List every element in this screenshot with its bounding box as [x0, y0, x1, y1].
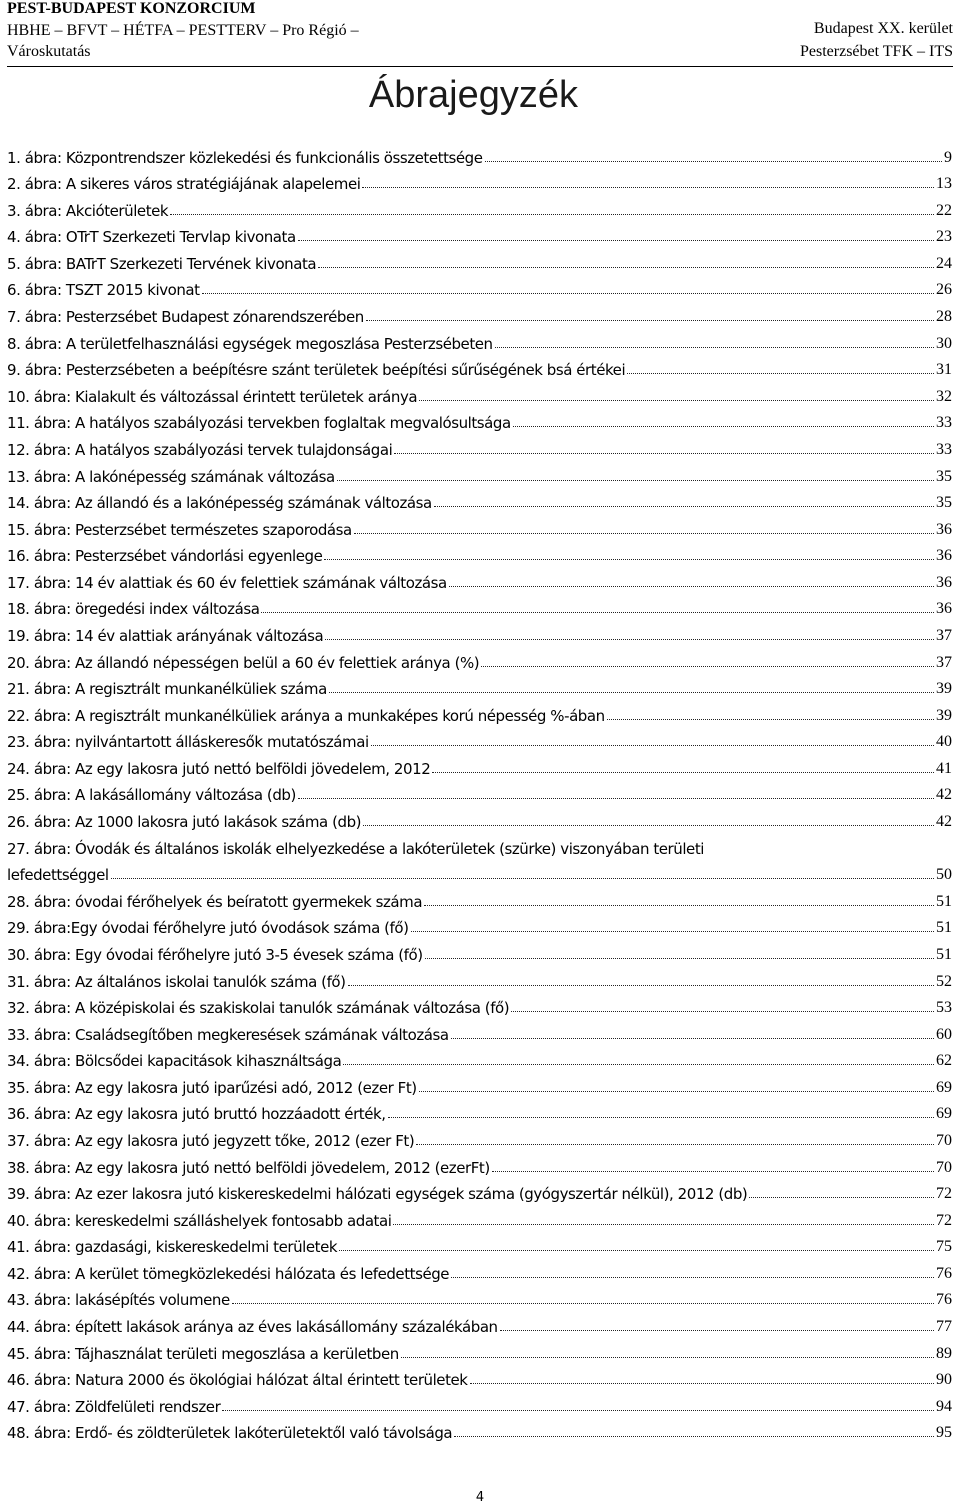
dot-leader — [394, 453, 934, 454]
figure-list-item[interactable] — [7, 1286, 952, 1313]
dot-leader — [318, 267, 934, 268]
figure-title: 22. ábra: A regisztrált munkanélküliek aránya a munkaképes korú népesség %-ában — [7, 706, 605, 725]
dot-leader — [329, 692, 934, 693]
dot-leader — [432, 772, 934, 773]
figure-page-number: 30 — [936, 334, 952, 352]
figure-title: 18. ábra: öregedési index változása — [7, 600, 260, 619]
figure-title: 5. ábra: BATrT Szerkezeti Tervének kivonata — [7, 254, 317, 273]
figure-list-item[interactable] — [7, 1100, 952, 1127]
figure-title: 9. ábra: Pesterzsébeten a beépítésre szánt területek beépítési sűrűségének bsá értékei — [7, 361, 626, 380]
figure-list-item[interactable] — [7, 382, 952, 409]
dot-leader — [337, 480, 934, 481]
figure-list-item[interactable] — [7, 249, 952, 276]
figure-list-item[interactable] — [7, 329, 952, 356]
figure-title: 26. ábra: Az 1000 lakosra jutó lakások száma (db) — [7, 813, 362, 832]
dot-leader — [419, 400, 934, 401]
figure-list-item[interactable] — [7, 143, 952, 170]
figure-list-item[interactable] — [7, 462, 952, 489]
figure-title: 11. ábra: A hatályos szabályozási tervekben foglaltak megvalósultsága — [7, 414, 511, 433]
figure-list-item[interactable] — [7, 568, 952, 595]
dot-leader — [470, 1383, 934, 1384]
figure-list-item[interactable] — [7, 409, 952, 436]
figure-title: 45. ábra: Tájhasználat területi megoszlása a kerületben — [7, 1344, 399, 1363]
figure-title: 42. ábra: A kerület tömegközlekedési hálózata és lefedettsége — [7, 1264, 450, 1283]
dot-leader — [354, 533, 934, 534]
figure-page-number: 77 — [936, 1318, 952, 1336]
figure-page-number: 69 — [936, 1078, 952, 1096]
figure-page-number: 36 — [936, 600, 952, 618]
figure-page-number: 28 — [936, 308, 952, 326]
figure-title: 47. ábra: Zöldfelületi rendszer — [7, 1397, 221, 1416]
dot-leader — [393, 1224, 934, 1225]
figure-page-number: 94 — [936, 1397, 952, 1415]
figure-page-number: 37 — [936, 653, 952, 671]
figure-page-number: 72 — [936, 1211, 952, 1229]
figure-title: 48. ábra: Erdő- és zöldterületek lakóterületektől való távolsága — [7, 1424, 453, 1443]
figure-title: 3. ábra: Akcióterületek — [7, 201, 169, 220]
figure-page-number: 36 — [936, 573, 952, 591]
figure-list-item[interactable] — [7, 170, 952, 197]
figure-title-continued: lefedettséggel — [7, 866, 109, 885]
figure-page-number: 95 — [936, 1424, 952, 1442]
dot-leader — [451, 1038, 934, 1039]
figure-page-number: 75 — [936, 1238, 952, 1256]
dot-leader — [202, 293, 934, 294]
figure-list-item[interactable] — [7, 1233, 952, 1260]
dot-leader — [481, 666, 934, 667]
figure-list-item[interactable] — [7, 807, 952, 834]
figure-title: 13. ábra: A lakónépesség számának változása — [7, 467, 335, 486]
figure-title: 27. ábra: Óvodák és általános iskolák elhelyezkedése a lakóterületek (szürke) viszonyában területi — [7, 839, 704, 858]
figure-list-item[interactable] — [7, 515, 952, 542]
dot-leader — [222, 1410, 934, 1411]
page-number: 4 — [475, 1490, 485, 1505]
dot-leader — [513, 426, 934, 427]
figure-title: 7. ábra: Pesterzsébet Budapest zónarendszerében — [7, 308, 364, 327]
figure-title: 38. ábra: Az egy lakosra jutó nettó belföldi jövedelem, 2012 (ezerFt) — [7, 1158, 490, 1177]
figure-title: 28. ábra: óvodai férőhelyek és beíratott gyermekek száma — [7, 892, 423, 911]
dot-leader — [232, 1303, 934, 1304]
figure-page-number: 42 — [936, 813, 952, 831]
dot-leader — [362, 187, 934, 188]
dot-leader — [425, 958, 934, 959]
dot-leader — [371, 745, 934, 746]
figure-title: 31. ábra: Az általános iskolai tanulók száma (fő) — [7, 972, 346, 991]
dot-leader — [449, 586, 934, 587]
dot-leader — [627, 373, 934, 374]
figure-title: 20. ábra: Az állandó népességen belül a 60 év felettiek aránya (%) — [7, 653, 480, 672]
figure-list-item[interactable] — [7, 1126, 952, 1153]
dot-leader — [401, 1357, 934, 1358]
figure-page-number: 32 — [936, 387, 952, 405]
figure-list — [7, 143, 952, 1445]
dot-leader — [749, 1197, 934, 1198]
figure-list-item[interactable] — [7, 728, 952, 755]
figure-list-item[interactable] — [7, 595, 952, 622]
figure-list-item[interactable] — [7, 781, 952, 808]
dot-leader — [411, 931, 935, 932]
figure-page-number: 22 — [936, 201, 952, 219]
dot-leader — [111, 878, 934, 879]
figure-page-number: 70 — [936, 1158, 952, 1176]
figure-page-number: 50 — [936, 866, 952, 884]
figure-list-item[interactable] — [7, 1339, 952, 1366]
figure-title: 30. ábra: Egy óvodai férőhelyre jutó 3-5 évesek száma (fő) — [7, 945, 423, 964]
dot-leader — [454, 1436, 934, 1437]
dot-leader — [325, 639, 934, 640]
figure-title: 44. ábra: épített lakások aránya az éves lakásállomány százalékában — [7, 1318, 498, 1337]
dot-leader — [363, 825, 934, 826]
figure-list-item[interactable] — [7, 675, 952, 702]
figure-page-number: 90 — [936, 1371, 952, 1389]
figure-page-number: 76 — [936, 1264, 952, 1282]
dot-leader — [170, 214, 934, 215]
figure-page-number: 13 — [936, 175, 952, 193]
figure-list-item[interactable] — [7, 754, 952, 781]
page-header — [7, 0, 953, 67]
figure-list-item[interactable] — [7, 1419, 952, 1446]
figure-page-number: 39 — [936, 706, 952, 724]
figure-title: 46. ábra: Natura 2000 és ökológiai hálózat által érintett területek — [7, 1371, 468, 1390]
figure-list-item[interactable] — [7, 196, 952, 223]
figure-page-number: 89 — [936, 1344, 952, 1362]
dot-leader — [324, 559, 934, 560]
figure-list-item[interactable] — [7, 302, 952, 329]
figure-title: 33. ábra: Családsegítőben megkeresések számának változása — [7, 1025, 449, 1044]
dot-leader — [366, 320, 934, 321]
figure-page-number: 72 — [936, 1185, 952, 1203]
figure-title: 21. ábra: A regisztrált munkanélküliek száma — [7, 680, 327, 699]
figure-page-number: 33 — [936, 440, 952, 458]
figure-list-item[interactable] — [7, 994, 952, 1021]
figure-list-item[interactable] — [7, 1392, 952, 1419]
figure-page-number: 26 — [936, 281, 952, 299]
figure-list-item[interactable] — [7, 542, 952, 569]
figure-list-item[interactable] — [7, 1259, 952, 1286]
dot-leader — [261, 612, 934, 613]
dot-leader — [416, 1144, 934, 1145]
figure-list-item[interactable] — [7, 1047, 952, 1074]
figure-title: 8. ábra: A területfelhasználási egységek megoszlása Pesterzsébeten — [7, 334, 493, 353]
figure-page-number: 51 — [936, 919, 952, 937]
figure-title: 41. ábra: gazdasági, kiskereskedelmi területek — [7, 1238, 338, 1257]
header-consortium-members: HBHE – BFVT – HÉTFA – PESTTERV – Pro Régió – — [7, 22, 359, 39]
figure-list-item[interactable] — [7, 223, 952, 250]
figure-list-item[interactable] — [7, 276, 952, 303]
figure-page-number: 76 — [936, 1291, 952, 1309]
figure-page-number: 51 — [936, 945, 952, 963]
dot-leader — [492, 1171, 934, 1172]
dot-leader — [451, 1277, 934, 1278]
dot-leader — [511, 1011, 934, 1012]
figure-page-number: 70 — [936, 1131, 952, 1149]
figure-list-item[interactable] — [7, 1153, 952, 1180]
dot-leader — [298, 798, 934, 799]
figure-page-number: 33 — [936, 414, 952, 432]
figure-page-number: 41 — [936, 759, 952, 777]
header-right — [800, 0, 953, 62]
figure-title: 17. ábra: 14 év alattiak és 60 év felettiek számának változása — [7, 573, 447, 592]
figure-title: 6. ábra: TSZT 2015 kivonat — [7, 281, 200, 300]
figure-title: 34. ábra: Bölcsődei kapacitások kihasználtsága — [7, 1052, 342, 1071]
figure-title: 29. ábra:Egy óvodai férőhelyre jutó óvodások száma (fő) — [7, 919, 409, 938]
figure-page-number: 52 — [936, 972, 952, 990]
figure-title: 43. ábra: lakásépítés volumene — [7, 1291, 230, 1310]
figure-title: 40. ábra: kereskedelmi szálláshelyek fontosabb adatai — [7, 1211, 392, 1230]
figure-page-number: 51 — [936, 892, 952, 910]
figure-page-number: 62 — [936, 1052, 952, 1070]
figure-page-number: 9 — [944, 148, 952, 166]
figure-page-number: 36 — [936, 547, 952, 565]
figure-list-item[interactable] — [7, 1180, 952, 1207]
figure-title: 15. ábra: Pesterzsébet természetes szaporodása — [7, 520, 352, 539]
dot-leader — [339, 1250, 934, 1251]
figure-list-item[interactable] — [7, 621, 952, 648]
figure-title: 12. ábra: A hatályos szabályozási tervek tulajdonságai — [7, 440, 393, 459]
figure-list-item[interactable] — [7, 1020, 952, 1047]
figure-list-item[interactable] — [7, 1366, 952, 1393]
dot-leader — [388, 1117, 934, 1118]
figure-title: 25. ábra: A lakásállomány változása (db) — [7, 786, 296, 805]
figure-page-number: 24 — [936, 254, 952, 272]
figure-title: 4. ábra: OTrT Szerkezeti Tervlap kivonata — [7, 228, 296, 247]
figure-list-item[interactable] — [7, 1312, 952, 1339]
figure-page-number: 39 — [936, 680, 952, 698]
figure-title: 24. ábra: Az egy lakosra jutó nettó belföldi jövedelem, 2012 — [7, 759, 431, 778]
figure-list-item[interactable] — [7, 435, 952, 462]
header-left — [7, 0, 359, 62]
figure-page-number: 31 — [936, 361, 952, 379]
figure-page-number: 42 — [936, 786, 952, 804]
dot-leader — [434, 506, 934, 507]
figure-page-number: 35 — [936, 467, 952, 485]
figure-title: 16. ábra: Pesterzsébet vándorlási egyenlege — [7, 547, 323, 566]
figure-list-item[interactable] — [7, 648, 952, 675]
figure-title: 36. ábra: Az egy lakosra jutó bruttó hozzáadott érték, — [7, 1105, 386, 1124]
figure-list-item[interactable] — [7, 1206, 952, 1233]
figure-title: 10. ábra: Kialakult és változással érintett területek aránya — [7, 387, 418, 406]
figure-title: 39. ábra: Az ezer lakosra jutó kiskereskedelmi hálózati egységek száma (gyógyszertár nélkül), 2012 (db) — [7, 1185, 748, 1204]
header-consortium-members-cont: Városkutatás — [7, 43, 91, 60]
figure-page-number: 23 — [936, 228, 952, 246]
dot-leader — [298, 240, 934, 241]
figure-page-number: 69 — [936, 1105, 952, 1123]
dot-leader — [424, 905, 934, 906]
figure-title: 35. ábra: Az egy lakosra jutó iparűzési adó, 2012 (ezer Ft) — [7, 1078, 417, 1097]
dot-leader — [343, 1064, 934, 1065]
figure-list-item[interactable] — [7, 940, 952, 967]
figure-list-item[interactable] — [7, 489, 952, 516]
figure-page-number: 35 — [936, 494, 952, 512]
figure-title: 19. ábra: 14 év alattiak arányának változása — [7, 626, 324, 645]
figure-list-item[interactable] — [7, 834, 952, 887]
figure-title: 23. ábra: nyilvántartott álláskeresők mutatószámai — [7, 733, 369, 752]
dot-leader — [500, 1330, 934, 1331]
dot-leader — [419, 1091, 934, 1092]
figure-title: 32. ábra: A középiskolai és szakiskolai tanulók számának változása (fő) — [7, 999, 510, 1018]
figure-title: 14. ábra: Az állandó és a lakónépesség számának változása — [7, 494, 432, 513]
page-title: Ábrajegyzék — [368, 74, 578, 116]
figure-page-number: 53 — [936, 999, 952, 1017]
dot-leader — [607, 719, 934, 720]
figure-title: 2. ábra: A sikeres város stratégiájának alapelemei — [7, 175, 361, 194]
header-document-name: Pesterzsébet TFK – ITS — [799, 43, 953, 60]
figure-list-item[interactable] — [7, 1073, 952, 1100]
figure-page-number: 40 — [936, 733, 952, 751]
dot-leader — [348, 985, 934, 986]
figure-list-item[interactable] — [7, 887, 952, 914]
figure-list-item[interactable] — [7, 701, 952, 728]
header-district: Budapest XX. kerület — [813, 20, 953, 37]
dot-leader — [485, 161, 942, 162]
figure-list-item[interactable] — [7, 914, 952, 941]
figure-page-number: 60 — [936, 1025, 952, 1043]
figure-title: 37. ábra: Az egy lakosra jutó jegyzett tőke, 2012 (ezer Ft) — [7, 1131, 415, 1150]
figure-page-number: 37 — [936, 626, 952, 644]
dot-leader — [495, 347, 934, 348]
figure-title: 1. ábra: Központrendszer közlekedési és funkcionális összetettsége — [7, 148, 483, 167]
header-consortium-name: PEST-BUDAPEST KONZORCIUM — [7, 0, 256, 17]
figure-page-number: 36 — [936, 520, 952, 538]
figure-list-item[interactable] — [7, 967, 952, 994]
figure-list-item[interactable] — [7, 356, 952, 383]
